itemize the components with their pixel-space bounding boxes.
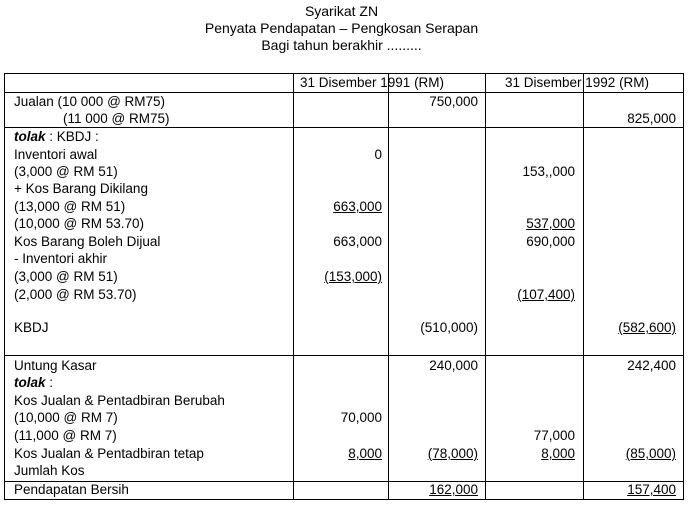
row-label: Jumlah Kos	[14, 463, 85, 478]
row-value: (85,000)	[625, 446, 676, 461]
row-value: 77,000	[533, 428, 575, 443]
row-label: Kos Jualan & Pentadbiran Berubah	[14, 393, 225, 408]
tolak-label: tolak	[14, 375, 46, 390]
row-value: 690,000	[526, 234, 575, 249]
row-value: 240,000	[429, 358, 478, 373]
grid-line	[388, 73, 389, 500]
row-value: 153,,000	[522, 164, 575, 179]
row-label: Untung Kasar	[14, 358, 97, 373]
row-label: (13,000 @ RM 51)	[14, 199, 126, 214]
grid-line	[4, 127, 684, 128]
row-label: Kos Barang Boleh Dijual	[14, 234, 161, 249]
row-value: 70,000	[340, 410, 382, 425]
grid-line	[485, 73, 486, 500]
row-label: - Inventori akhir	[14, 251, 108, 266]
row-value: 825,000	[627, 111, 676, 126]
row-label: KBDJ	[14, 320, 49, 335]
row-value: 162,000	[429, 482, 478, 497]
row-label: Kos Jualan & Pentadbiran tetap	[14, 446, 204, 461]
row-label: Pendapatan Bersih	[14, 482, 129, 497]
column-header-1991: 31 Disember 1991 (RM)	[300, 75, 445, 90]
grid-line	[4, 355, 684, 356]
row-label	[14, 375, 53, 391]
row-label: (10,000 @ RM 7)	[14, 410, 118, 425]
company-name: Syarikat ZN	[304, 3, 379, 19]
column-header-1992: 31 Disember 1992 (RM)	[505, 75, 650, 90]
row-value: (107,400)	[517, 287, 575, 302]
row-value: 8,000	[348, 446, 382, 461]
row-label: (11,000 @ RM 7)	[14, 428, 117, 443]
row-label: (11 000 @ RM75)	[63, 111, 170, 126]
grid-line	[293, 73, 294, 500]
row-value: 242,400	[627, 358, 676, 373]
row-label: (3,000 @ RM 51)	[14, 269, 118, 284]
tolak-label: tolak	[14, 129, 46, 144]
tolak-suffix: : KBDJ :	[49, 129, 99, 144]
row-value: 663,000	[333, 234, 382, 249]
row-value: 8,000	[541, 446, 575, 461]
row-value: 663,000	[333, 199, 382, 214]
row-value: 157,400	[627, 482, 676, 497]
row-value: 750,000	[429, 94, 478, 109]
row-label: (10,000 @ RM 53.70)	[14, 216, 145, 231]
grid-line	[4, 92, 684, 93]
row-value: 537,000	[526, 216, 575, 231]
row-label: (3,000 @ RM 51)	[14, 164, 118, 179]
row-value: (582,600)	[618, 320, 676, 335]
row-label: + Kos Barang Dikilang	[14, 181, 148, 196]
row-label: Jualan (10 000 @ RM75)	[14, 94, 166, 109]
row-label: Inventori awal	[14, 147, 98, 162]
row-value: (78,000)	[427, 446, 478, 461]
row-value: (153,000)	[324, 269, 382, 284]
row-value: (510,000)	[420, 320, 478, 335]
tolak-suffix: :	[49, 375, 54, 390]
statement-title: Penyata Pendapatan – Pengkosan Serapan	[204, 20, 479, 36]
statement-period: Bagi tahun berakhir .........	[261, 37, 422, 53]
row-value: 0	[374, 147, 382, 162]
grid-line	[583, 73, 584, 500]
row-label	[14, 129, 99, 145]
row-label: (2,000 @ RM 53.70)	[14, 287, 137, 302]
